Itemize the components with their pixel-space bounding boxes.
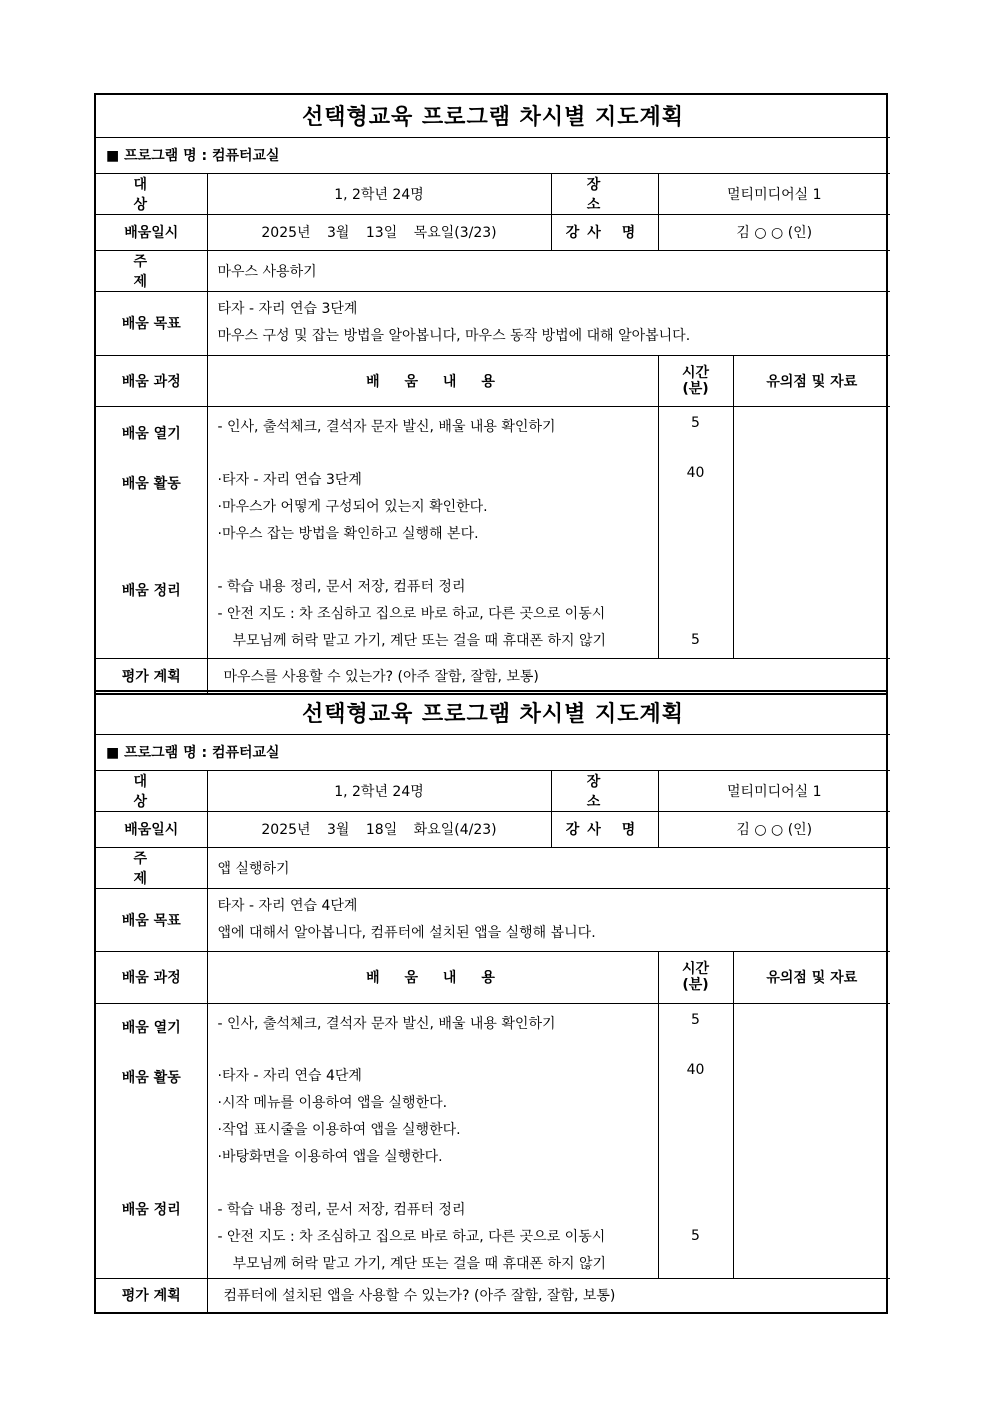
process-stages [96,1003,207,1278]
topic-label: 주 제 [96,847,207,888]
stage-wrap: 배움 정리 [121,1201,181,1218]
process-times [658,406,733,658]
eval-label: 평가 계획 [96,658,207,693]
content-label: 배 움 내 용 [207,355,658,406]
open-content: - 인사, 출석체크, 결석자 문자 발신, 배울 내용 확인하기 [217,1015,556,1032]
target-label: 대 상 [96,173,207,214]
topic-label: 주 제 [96,250,207,291]
stage-wrap: 배움 정리 [121,582,181,599]
notes-cell [733,1003,890,1278]
activity-line: ·타자 - 자리 연습 3단계 [217,471,362,488]
eval-value: 컴퓨터에 설치된 앱을 사용할 수 있는가? (아주 잘함, 잘함, 보통) [207,1278,890,1312]
wrap-line: - 안전 지도 : 차 조심하고 집으로 바로 하교, 다른 곳으로 이동시 [217,1228,606,1245]
wrap-line: 부모님께 허락 맡고 가기, 계단 또는 걸을 때 휴대폰 하지 않기 [232,1255,607,1272]
target-value: 1, 2학년 24명 [207,173,551,214]
teacher-label: 강사 명 [551,811,658,847]
wrap-line: - 학습 내용 정리, 문서 저장, 컴퓨터 정리 [217,1201,466,1218]
activity-line: ·타자 - 자리 연습 4단계 [217,1067,362,1084]
lesson-plan-2 [94,690,888,1314]
time-wrap: 5 [691,631,700,648]
plan-title: 선택형교육 프로그램 차시별 지도계획 [96,692,890,734]
process-stages [96,406,207,658]
activity-line: ·바탕화면을 이용하여 앱을 실행한다. [217,1148,443,1165]
target-value: 1, 2학년 24명 [207,770,551,811]
plan-table [96,692,890,1312]
goal-line: 타자 - 자리 연습 3단계 [217,301,358,317]
time-activity: 40 [686,1061,705,1078]
activity-line: ·마우스 잡는 방법을 확인하고 실행해 본다. [217,525,479,542]
place-value: 멀티미디어실 1 [658,770,890,811]
goal-value [207,888,890,951]
teacher-value: 김 ○ ○ (인) [658,214,890,250]
time-wrap: 5 [691,1227,700,1244]
stage-open: 배움 열기 [121,1019,181,1036]
goal-line: 마우스 구성 및 잡는 방법을 알아봅니다, 마우스 동작 방법에 대해 알아봅니다. [217,328,691,344]
eval-label: 평가 계획 [96,1278,207,1312]
notes-cell [733,406,890,658]
teacher-label: 강사 명 [551,214,658,250]
lesson-plan-1 [94,93,888,695]
wrap-line: - 학습 내용 정리, 문서 저장, 컴퓨터 정리 [217,578,466,595]
activity-line: ·마우스가 어떻게 구성되어 있는지 확인한다. [217,498,488,515]
notes-label: 유의점 및 자료 [733,951,890,1003]
topic-value: 앱 실행하기 [207,847,890,888]
time-label: 시간 (분) [658,951,733,1003]
wrap-line: 부모님께 허락 맡고 가기, 계단 또는 걸을 때 휴대폰 하지 않기 [232,632,607,649]
date-label: 배움일시 [96,214,207,250]
goal-label: 배움 목표 [96,291,207,355]
teacher-value: 김 ○ ○ (인) [658,811,890,847]
stage-open: 배움 열기 [121,425,181,442]
place-label: 장 소 [551,173,658,214]
time-activity: 40 [686,464,705,481]
notes-label: 유의점 및 자료 [733,355,890,406]
wrap-line: - 안전 지도 : 차 조심하고 집으로 바로 하교, 다른 곳으로 이동시 [217,605,606,622]
date-label: 배움일시 [96,811,207,847]
time-open: 5 [691,414,700,431]
time-open: 5 [691,1011,700,1028]
program-name: ■ 프로그램 명 : 컴퓨터교실 [96,734,890,770]
goal-label: 배움 목표 [96,888,207,951]
activity-line: ·시작 메뉴를 이용하여 앱을 실행한다. [217,1094,448,1111]
date-value: 2025년 3월 18일 화요일(4/23) [207,811,551,847]
goal-line: 앱에 대해서 알아봅니다, 컴퓨터에 설치된 앱을 실행해 봅니다. [217,924,596,941]
target-label: 대 상 [96,770,207,811]
activity-line: ·작업 표시줄을 이용하여 앱을 실행한다. [217,1121,461,1138]
program-name: ■ 프로그램 명 : 컴퓨터교실 [96,137,890,173]
topic-value: 마우스 사용하기 [207,250,890,291]
process-label: 배움 과정 [96,951,207,1003]
stage-activity: 배움 활동 [121,475,181,492]
process-label: 배움 과정 [96,355,207,406]
content-label: 배 움 내 용 [207,951,658,1003]
date-value: 2025년 3월 13일 목요일(3/23) [207,214,551,250]
process-times [658,1003,733,1278]
plan-table [96,95,890,693]
process-content [207,406,658,658]
time-label: 시간 (분) [658,355,733,406]
place-label: 장 소 [551,770,658,811]
plan-title: 선택형교육 프로그램 차시별 지도계획 [96,95,890,137]
place-value: 멀티미디어실 1 [658,173,890,214]
eval-value: 마우스를 사용할 수 있는가? (아주 잘함, 잘함, 보통) [207,658,890,693]
goal-value [207,291,890,355]
open-content: - 인사, 출석체크, 결석자 문자 발신, 배울 내용 확인하기 [217,418,556,435]
process-content [207,1003,658,1278]
stage-activity: 배움 활동 [121,1069,181,1086]
goal-line: 타자 - 자리 연습 4단계 [217,897,358,914]
